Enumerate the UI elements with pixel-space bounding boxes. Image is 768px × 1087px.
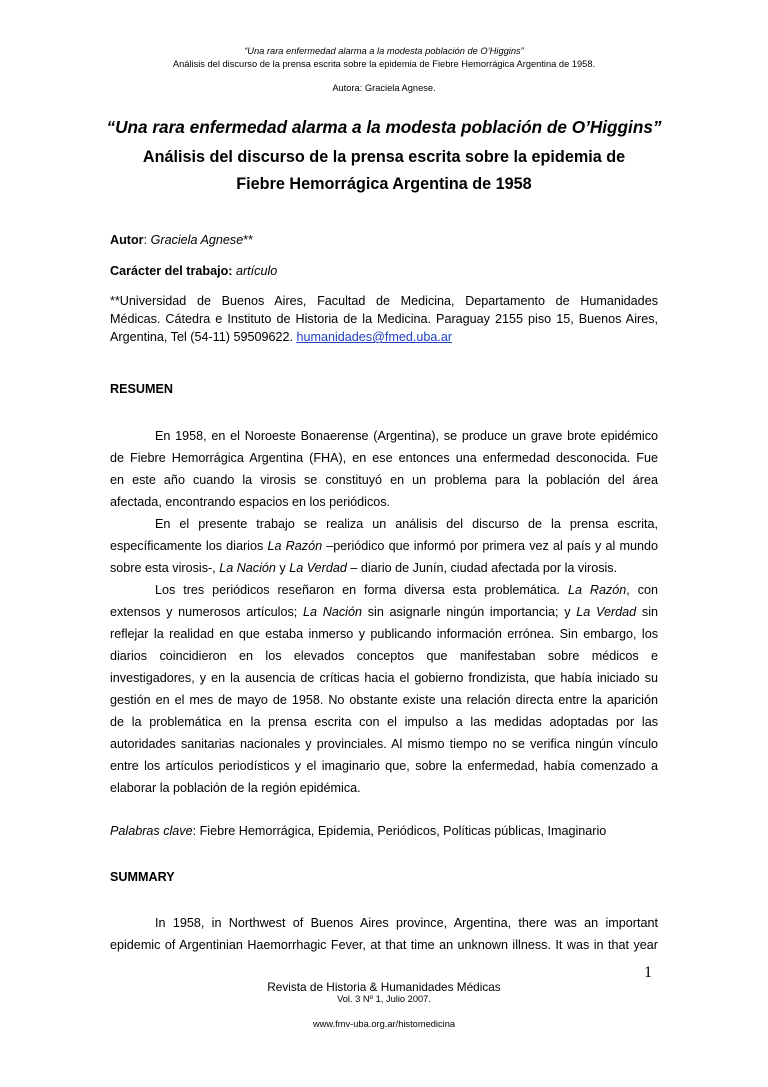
text-run: sin asignarle ningún importancia; y: [367, 605, 571, 619]
running-header-author: Autora: Graciela Agnese.: [332, 83, 436, 93]
email-link[interactable]: humanidades@fmed.uba.ar: [296, 330, 453, 344]
newspaper-name: La Verdad: [576, 605, 637, 619]
text-run: sobre esta virosis-,: [110, 561, 216, 575]
resumen-line: reflejar la realidad en que estaba inmerso y publicando información errónea. Sin embargo, los: [110, 627, 658, 641]
affiliation-block: [110, 292, 658, 346]
text-run: específicamente los diarios: [110, 539, 264, 553]
resumen-line: afectada, encontrando espacios en los periódicos.: [110, 495, 391, 509]
article-subtitle-line-1: Análisis del discurso de la prensa escrita sobre la epidemia de: [142, 148, 626, 166]
running-header-subtitle: Análisis del discurso de la prensa escrita sobre la epidemia de Fiebre Hemorrágica Argentina de 1958.: [172, 59, 596, 69]
keywords-text: : Fiebre Hemorrágica, Epidemia, Periódicos, Políticas públicas, Imaginario: [192, 824, 607, 838]
keywords-line: [110, 824, 606, 838]
resumen-line: [110, 603, 658, 621]
work-type-value: artículo: [235, 264, 278, 278]
author-footnote-mark: **: [243, 233, 254, 247]
summary-heading: SUMMARY: [110, 870, 175, 884]
resumen-line: de Fiebre Hemorrágica Argentina (FHA), en ese entonces una enfermedad desconocida. Fue: [110, 451, 658, 465]
resumen-line: elaborar la población de la región epidémica.: [110, 781, 361, 795]
author-line: Autor: Graciela Agnese**: [110, 233, 254, 247]
newspaper-name: La Nación: [219, 561, 276, 575]
resumen-line: [110, 537, 658, 555]
affiliation-line-3: [110, 328, 658, 346]
author-name: Graciela Agnese: [150, 233, 244, 247]
author-label: Autor: [110, 233, 144, 247]
page-number: 1: [644, 964, 652, 981]
summary-line: In 1958, in Northwest of Buenos Aires province, Argentina, there was an important: [155, 916, 658, 930]
resumen-line: autoridades sanitarias nacionales y provinciales. Al mismo tiempo no se verifica ningún vínculo: [110, 737, 658, 751]
footer-url: www.fmv-uba.org.ar/histomedicina: [312, 1019, 456, 1029]
article-subtitle-line-2: Fiebre Hemorrágica Argentina de 1958: [236, 175, 532, 193]
resumen-line: gestión en el mes de mayo de 1958. No obstante existe una relación directa entre la aparición: [110, 693, 658, 707]
resumen-line: entre los artículos periodísticos y el imaginario que, sobre la enfermedad, había comenzado a: [110, 759, 658, 773]
affiliation-address: Argentina, Tel (54-11) 59509622.: [110, 330, 293, 344]
text-run: sin: [641, 605, 659, 619]
resumen-line: de la problemática en la prensa escrita con el impulso a las medidas adoptadas por las: [110, 715, 658, 729]
resumen-line: investigadores, y en la ausencia de críticas hacia el gobierno frondizista, que había iniciado su: [110, 671, 658, 685]
resumen-line: En el presente trabajo se realiza un análisis del discurso de la prensa escrita,: [155, 517, 658, 531]
resumen-line: diarios coincidieron en los elevados conceptos que manifestaban sobre médicos e: [110, 649, 658, 663]
text-run: Los tres periódicos reseñaron en forma diversa esta problemática.: [155, 583, 560, 597]
resumen-heading: RESUMEN: [110, 382, 173, 396]
resumen-line: en este año cuando la virosis se constituyó en un problema para la población del área: [110, 473, 658, 487]
resumen-line: En 1958, en el Noroeste Bonaerense (Argentina), se produce un grave brote epidémico: [155, 429, 658, 443]
summary-line: epidemic of Argentinian Haemorrhagic Fever, at that time an unknown illness. It was in that year: [110, 938, 658, 952]
text-run: extensos y numerosos artículos;: [110, 605, 298, 619]
resumen-line: [110, 559, 658, 577]
newspaper-name: La Verdad: [289, 561, 347, 575]
affiliation-line-2: Médicas. Cátedra e Instituto de Historia de la Medicina. Paraguay 2155 piso 15, Buenos Aires,: [110, 312, 658, 326]
article-title: “Una rara enfermedad alarma a la modesta población de O’Higgins”: [106, 117, 662, 137]
keywords-label: Palabras clave: [110, 824, 193, 838]
running-header-title: “Una rara enfermedad alarma a la modesta población de O’Higgins”: [244, 46, 524, 56]
text-run: y: [279, 561, 286, 575]
work-type-label: Carácter del trabajo:: [110, 264, 233, 278]
work-type-line: [110, 262, 658, 280]
newspaper-name: La Razón: [567, 583, 627, 597]
text-run: –periódico que informó por primera vez al país y al mundo: [326, 539, 659, 553]
text-run: , con: [626, 583, 659, 597]
affiliation-line-1: **Universidad de Buenos Aires, Facultad de Medicina, Departamento de Humanidades: [110, 294, 658, 308]
newspaper-name: La Razón: [267, 539, 323, 553]
footer-journal: Revista de Historia & Humanidades Médicas: [267, 980, 501, 994]
footer-volume: Vol. 3 Nº 1, Julio 2007.: [337, 994, 431, 1004]
resumen-line: [155, 581, 658, 599]
newspaper-name: La Nación: [303, 605, 362, 619]
text-run: – diario de Junín, ciudad afectada por la virosis.: [350, 561, 618, 575]
